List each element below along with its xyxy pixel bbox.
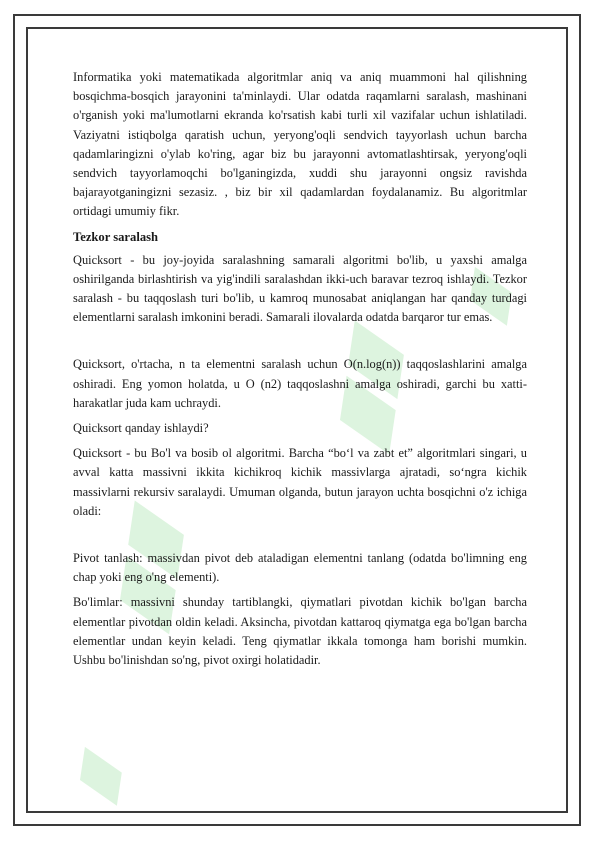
partition-paragraph: Bo'limlar: massivni shunday tartiblangki, qiymatlari pivotdan kichik bo'lgan barcha elementlar pivotdan oldin keladi. Aksincha, pivotdan kattaroq qiymatga ega bo'lgan barcha elementlar undan keyin keladi. Teng qiymatlar ikkala tomonga ham borishi mumkin. Ushbu bo'linishdan so'ng, pivot oxirgi holatidadir. xyxy=(73,595,527,668)
divide-conquer-paragraph: Quicksort - bu Bo'l va bosib ol algoritmi. Barcha “bo‘l va zabt et” algoritmlari singari, u avval katta massivni ikkita kichikroq kichik massivlarga ajratadi, so‘ngra kichik massivlarni rekursiv saralaydi. Umuman olganda, butun jarayon uchta bosqichni o'z ichiga oladi: xyxy=(73,446,527,518)
complexity-paragraph: Quicksort, o'rtacha, n ta elementni saralash uchun O(n.log(n)) taqqoslashlarini amalga oshiradi. Eng yomon holatda, u O (n2) taqqoslashni amalga oshiradi, garchi bu xatti-harakatlar juda kam uchraydi. xyxy=(73,357,527,410)
pivot-selection-paragraph: Pivot tanlash: massivdan pivot deb ataladigan elementni tanlang (odatda bo'limning eng chap yoki eng o'ng elementi). xyxy=(73,551,527,585)
blank-line xyxy=(73,527,527,549)
how-it-works-question: Quicksort qanday ishlaydi? xyxy=(73,421,209,436)
quicksort-definition-paragraph: Quicksort - bu joy-joyida saralashning samarali algoritmi bo'lib, u yaxshi amalga oshirilganda birlashtirish va yig'indili saralashdan ikki-uch baravar tezroq ishlaydi. Tezkor saralash - bu taqqoslash turi bo'lib, u kamroq munosabat aniqlangan har qanday turdagi elementlarni saralash imkonini beradi. Samarali ilovalarda odatda barqaror tur emas. xyxy=(73,252,527,325)
blank-line xyxy=(73,333,527,355)
intro-paragraph: Informatika yoki matematikada algoritmlar aniq va aniq muammoni hal qilishning bosqichma-bosqich jarayonini ta'minlaydi. Ular odatda raqamlarni saralash, mashinani o'rganish yoki ma'lumotlarni ekranda ko'rsatish kabi turli xil vazifalar uchun ishlatiladi. Vaziyatni istiqbolga qaratish uchun, yeryong'oqli sendvich tayyorlash uchun barcha qadamlaringizni o'ylab ko'ring, agar biz bu jarayonni avtomatlashtirsak, yeryong'oqli sendvich tayyorlamoqchi bo'lganingizda, xuddi shu jarayonni ongsiz ravishda bajarayotganingizni sezasiz. , biz bir xil qadamlardan foydalanamiz. Bu algoritmlar ortidagi umumiy fikr. xyxy=(73,70,527,219)
section-heading: Tezkor saralash xyxy=(73,229,159,244)
document-body xyxy=(73,68,527,676)
